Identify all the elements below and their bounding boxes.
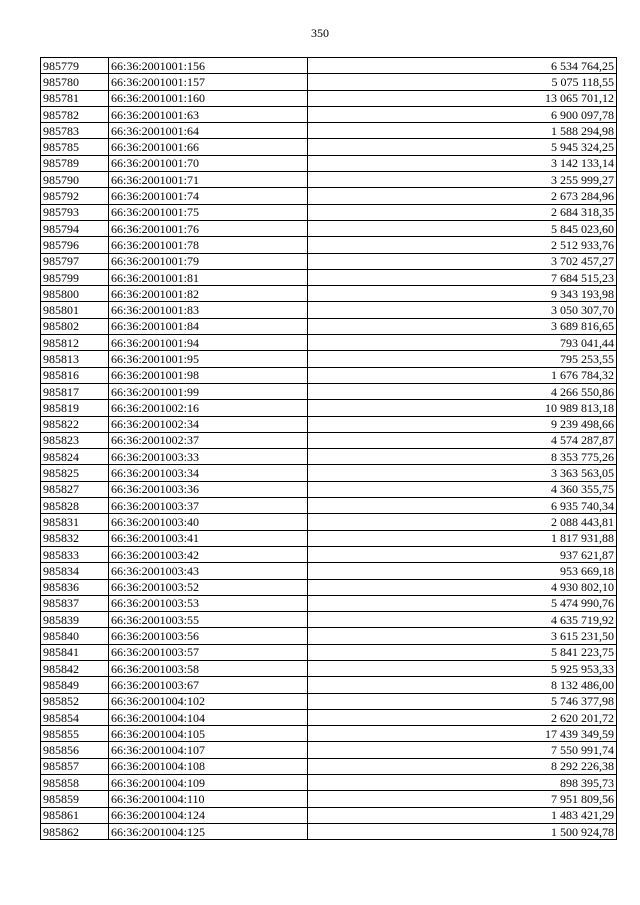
cadastral-value-cell: 793 041,44 <box>308 335 617 351</box>
record-id-cell: 985779 <box>41 58 109 74</box>
record-id-cell: 985836 <box>41 579 109 595</box>
cadastral-number-cell: 66:36:2001001:82 <box>109 286 308 302</box>
table-row <box>41 383 617 399</box>
cadastral-value-cell: 1 483 421,29 <box>308 807 617 823</box>
page-number: 350 <box>311 26 329 40</box>
cadastral-number-cell: 66:36:2001003:43 <box>109 563 308 579</box>
cadastral-value-cell: 8 353 775,26 <box>308 449 617 465</box>
record-id-cell: 985842 <box>41 660 109 676</box>
cadastral-value-cell: 13 065 701,12 <box>308 90 617 106</box>
table-row <box>41 139 617 155</box>
record-id-cell: 985855 <box>41 726 109 742</box>
cadastral-number-cell: 66:36:2001001:83 <box>109 302 308 318</box>
cadastral-number-cell: 66:36:2001001:160 <box>109 90 308 106</box>
table-row <box>41 807 617 823</box>
cadastral-value-cell: 5 746 377,98 <box>308 693 617 709</box>
cadastral-number-cell: 66:36:2001001:157 <box>109 74 308 90</box>
cadastral-number-cell: 66:36:2001001:70 <box>109 155 308 171</box>
cadastral-number-cell: 66:36:2001004:105 <box>109 726 308 742</box>
record-id-cell: 985832 <box>41 530 109 546</box>
cadastral-number-cell: 66:36:2001004:102 <box>109 693 308 709</box>
record-id-cell: 985782 <box>41 106 109 122</box>
table-row <box>41 791 617 807</box>
table-row <box>41 220 617 236</box>
record-id-cell: 985799 <box>41 269 109 285</box>
table-row <box>41 416 617 432</box>
cadastral-number-cell: 66:36:2001003:56 <box>109 628 308 644</box>
cadastral-value-cell: 5 945 324,25 <box>308 139 617 155</box>
cadastral-value-cell: 5 925 953,33 <box>308 660 617 676</box>
record-id-cell: 985828 <box>41 498 109 514</box>
record-id-cell: 985839 <box>41 612 109 628</box>
cadastral-value-cell: 6 935 740,34 <box>308 498 617 514</box>
table-row <box>41 204 617 220</box>
table-row <box>41 106 617 122</box>
record-id-cell: 985789 <box>41 155 109 171</box>
cadastral-value-cell: 9 343 193,98 <box>308 286 617 302</box>
table-row <box>41 155 617 171</box>
table-row <box>41 449 617 465</box>
table-row <box>41 286 617 302</box>
record-id-cell: 985861 <box>41 807 109 823</box>
record-id-cell: 985827 <box>41 481 109 497</box>
table-row <box>41 123 617 139</box>
cadastral-number-cell: 66:36:2001004:108 <box>109 758 308 774</box>
table-row <box>41 90 617 106</box>
cadastral-value-cell: 3 142 133,14 <box>308 155 617 171</box>
cadastral-value-cell: 3 702 457,27 <box>308 253 617 269</box>
record-id-cell: 985849 <box>41 677 109 693</box>
table-row <box>41 318 617 334</box>
table-row <box>41 237 617 253</box>
cadastral-number-cell: 66:36:2001001:76 <box>109 220 308 236</box>
record-id-cell: 985794 <box>41 220 109 236</box>
table-row <box>41 660 617 676</box>
cadastral-value-cell: 8 292 226,38 <box>308 758 617 774</box>
cadastral-number-cell: 66:36:2001004:107 <box>109 742 308 758</box>
cadastral-number-cell: 66:36:2001003:42 <box>109 546 308 562</box>
cadastral-value-cell: 2 673 284,96 <box>308 188 617 204</box>
cadastral-number-cell: 66:36:2001003:34 <box>109 465 308 481</box>
table-row <box>41 563 617 579</box>
record-id-cell: 985780 <box>41 74 109 90</box>
cadastral-number-cell: 66:36:2001001:63 <box>109 106 308 122</box>
cadastral-value-cell: 937 621,87 <box>308 546 617 562</box>
record-id-cell: 985841 <box>41 644 109 660</box>
cadastral-number-cell: 66:36:2001001:84 <box>109 318 308 334</box>
cadastral-value-cell: 5 841 223,75 <box>308 644 617 660</box>
cadastral-value-cell: 5 474 990,76 <box>308 595 617 611</box>
record-id-cell: 985852 <box>41 693 109 709</box>
table-row <box>41 58 617 74</box>
record-id-cell: 985792 <box>41 188 109 204</box>
table-row <box>41 628 617 644</box>
cadastral-number-cell: 66:36:2001001:64 <box>109 123 308 139</box>
table-row <box>41 465 617 481</box>
table-row <box>41 579 617 595</box>
cadastral-number-cell: 66:36:2001002:37 <box>109 432 308 448</box>
cadastral-value-cell: 1 817 931,88 <box>308 530 617 546</box>
table-row <box>41 400 617 416</box>
cadastral-value-cell: 3 255 999,27 <box>308 172 617 188</box>
record-id-cell: 985862 <box>41 823 109 839</box>
cadastral-number-cell: 66:36:2001001:74 <box>109 188 308 204</box>
table-row <box>41 758 617 774</box>
table-row <box>41 432 617 448</box>
table-row <box>41 481 617 497</box>
cadastral-number-cell: 66:36:2001001:99 <box>109 383 308 399</box>
record-id-cell: 985790 <box>41 172 109 188</box>
table-row <box>41 612 617 628</box>
record-id-cell: 985813 <box>41 351 109 367</box>
cadastral-value-cell: 7 550 991,74 <box>308 742 617 758</box>
record-id-cell: 985822 <box>41 416 109 432</box>
cadastral-value-cell: 4 574 287,87 <box>308 432 617 448</box>
cadastral-number-cell: 66:36:2001003:57 <box>109 644 308 660</box>
cadastral-value-cell: 4 635 719,92 <box>308 612 617 628</box>
cadastral-number-cell: 66:36:2001004:104 <box>109 709 308 725</box>
table-row <box>41 335 617 351</box>
cadastral-number-cell: 66:36:2001003:55 <box>109 612 308 628</box>
table-row <box>41 514 617 530</box>
table-row <box>41 677 617 693</box>
record-id-cell: 985825 <box>41 465 109 481</box>
record-id-cell: 985785 <box>41 139 109 155</box>
cadastral-number-cell: 66:36:2001001:98 <box>109 367 308 383</box>
table-row <box>41 823 617 839</box>
record-id-cell: 985823 <box>41 432 109 448</box>
record-id-cell: 985859 <box>41 791 109 807</box>
cadastral-value-cell: 1 588 294,98 <box>308 123 617 139</box>
cadastral-value-cell: 5 845 023,60 <box>308 220 617 236</box>
record-id-cell: 985801 <box>41 302 109 318</box>
cadastral-value-cell: 2 684 318,35 <box>308 204 617 220</box>
cadastral-number-cell: 66:36:2001003:67 <box>109 677 308 693</box>
table-row <box>41 595 617 611</box>
cadastral-number-cell: 66:36:2001002:34 <box>109 416 308 432</box>
table-row <box>41 74 617 90</box>
cadastral-value-cell: 795 253,55 <box>308 351 617 367</box>
cadastral-value-cell: 3 363 563,05 <box>308 465 617 481</box>
cadastral-value-cell: 7 684 515,23 <box>308 269 617 285</box>
table-row <box>41 693 617 709</box>
cadastral-value-cell: 2 620 201,72 <box>308 709 617 725</box>
cadastral-value-cell: 17 439 349,59 <box>308 726 617 742</box>
record-id-cell: 985819 <box>41 400 109 416</box>
record-id-cell: 985856 <box>41 742 109 758</box>
cadastral-number-cell: 66:36:2001003:52 <box>109 579 308 595</box>
cadastral-value-cell: 9 239 498,66 <box>308 416 617 432</box>
cadastral-value-cell: 4 930 802,10 <box>308 579 617 595</box>
table-row <box>41 302 617 318</box>
table-row <box>41 742 617 758</box>
record-id-cell: 985793 <box>41 204 109 220</box>
cadastral-value-cell: 3 050 307,70 <box>308 302 617 318</box>
cadastral-number-cell: 66:36:2001004:110 <box>109 791 308 807</box>
record-id-cell: 985837 <box>41 595 109 611</box>
record-id-cell: 985817 <box>41 383 109 399</box>
cadastral-value-cell: 8 132 486,00 <box>308 677 617 693</box>
cadastral-number-cell: 66:36:2001003:58 <box>109 660 308 676</box>
record-id-cell: 985800 <box>41 286 109 302</box>
cadastral-value-cell: 2 088 443,81 <box>308 514 617 530</box>
record-id-cell: 985802 <box>41 318 109 334</box>
table-row <box>41 644 617 660</box>
table-row <box>41 367 617 383</box>
cadastral-number-cell: 66:36:2001004:125 <box>109 823 308 839</box>
cadastral-number-cell: 66:36:2001001:75 <box>109 204 308 220</box>
cadastral-value-cell: 6 534 764,25 <box>308 58 617 74</box>
record-id-cell: 985834 <box>41 563 109 579</box>
table-row <box>41 709 617 725</box>
cadastral-number-cell: 66:36:2001001:71 <box>109 172 308 188</box>
cadastral-number-cell: 66:36:2001001:156 <box>109 58 308 74</box>
record-id-cell: 985857 <box>41 758 109 774</box>
table-body <box>41 58 617 840</box>
cadastral-number-cell: 66:36:2001003:36 <box>109 481 308 497</box>
cadastral-number-cell: 66:36:2001003:41 <box>109 530 308 546</box>
table-row <box>41 253 617 269</box>
cadastral-number-cell: 66:36:2001002:16 <box>109 400 308 416</box>
record-id-cell: 985831 <box>41 514 109 530</box>
table-row <box>41 269 617 285</box>
record-id-cell: 985840 <box>41 628 109 644</box>
table-row <box>41 530 617 546</box>
cadastral-value-cell: 898 395,73 <box>308 775 617 791</box>
table-row <box>41 172 617 188</box>
cadastral-number-cell: 66:36:2001001:94 <box>109 335 308 351</box>
record-id-cell: 985796 <box>41 237 109 253</box>
table-row <box>41 546 617 562</box>
table-row <box>41 726 617 742</box>
record-id-cell: 985812 <box>41 335 109 351</box>
record-id-cell: 985858 <box>41 775 109 791</box>
cadastral-number-cell: 66:36:2001004:109 <box>109 775 308 791</box>
record-id-cell: 985797 <box>41 253 109 269</box>
cadastral-number-cell: 66:36:2001003:37 <box>109 498 308 514</box>
cadastral-value-cell: 1 676 784,32 <box>308 367 617 383</box>
cadastral-value-cell: 953 669,18 <box>308 563 617 579</box>
cadastral-value-cell: 5 075 118,55 <box>308 74 617 90</box>
cadastral-number-cell: 66:36:2001001:81 <box>109 269 308 285</box>
cadastral-value-table <box>40 57 617 840</box>
cadastral-number-cell: 66:36:2001003:53 <box>109 595 308 611</box>
table-row <box>41 351 617 367</box>
record-id-cell: 985781 <box>41 90 109 106</box>
record-id-cell: 985833 <box>41 546 109 562</box>
table-row <box>41 775 617 791</box>
table-row <box>41 188 617 204</box>
cadastral-value-cell: 6 900 097,78 <box>308 106 617 122</box>
record-id-cell: 985854 <box>41 709 109 725</box>
cadastral-value-cell: 4 360 355,75 <box>308 481 617 497</box>
table-row <box>41 498 617 514</box>
cadastral-value-cell: 2 512 933,76 <box>308 237 617 253</box>
cadastral-value-cell: 3 615 231,50 <box>308 628 617 644</box>
cadastral-value-cell: 1 500 924,78 <box>308 823 617 839</box>
cadastral-number-cell: 66:36:2001004:124 <box>109 807 308 823</box>
cadastral-value-cell: 10 989 813,18 <box>308 400 617 416</box>
record-id-cell: 985824 <box>41 449 109 465</box>
cadastral-value-cell: 7 951 809,56 <box>308 791 617 807</box>
record-id-cell: 985783 <box>41 123 109 139</box>
cadastral-number-cell: 66:36:2001003:33 <box>109 449 308 465</box>
cadastral-number-cell: 66:36:2001003:40 <box>109 514 308 530</box>
cadastral-value-cell: 3 689 816,65 <box>308 318 617 334</box>
cadastral-number-cell: 66:36:2001001:95 <box>109 351 308 367</box>
cadastral-value-cell: 4 266 550,86 <box>308 383 617 399</box>
cadastral-number-cell: 66:36:2001001:79 <box>109 253 308 269</box>
cadastral-number-cell: 66:36:2001001:78 <box>109 237 308 253</box>
cadastral-number-cell: 66:36:2001001:66 <box>109 139 308 155</box>
record-id-cell: 985816 <box>41 367 109 383</box>
